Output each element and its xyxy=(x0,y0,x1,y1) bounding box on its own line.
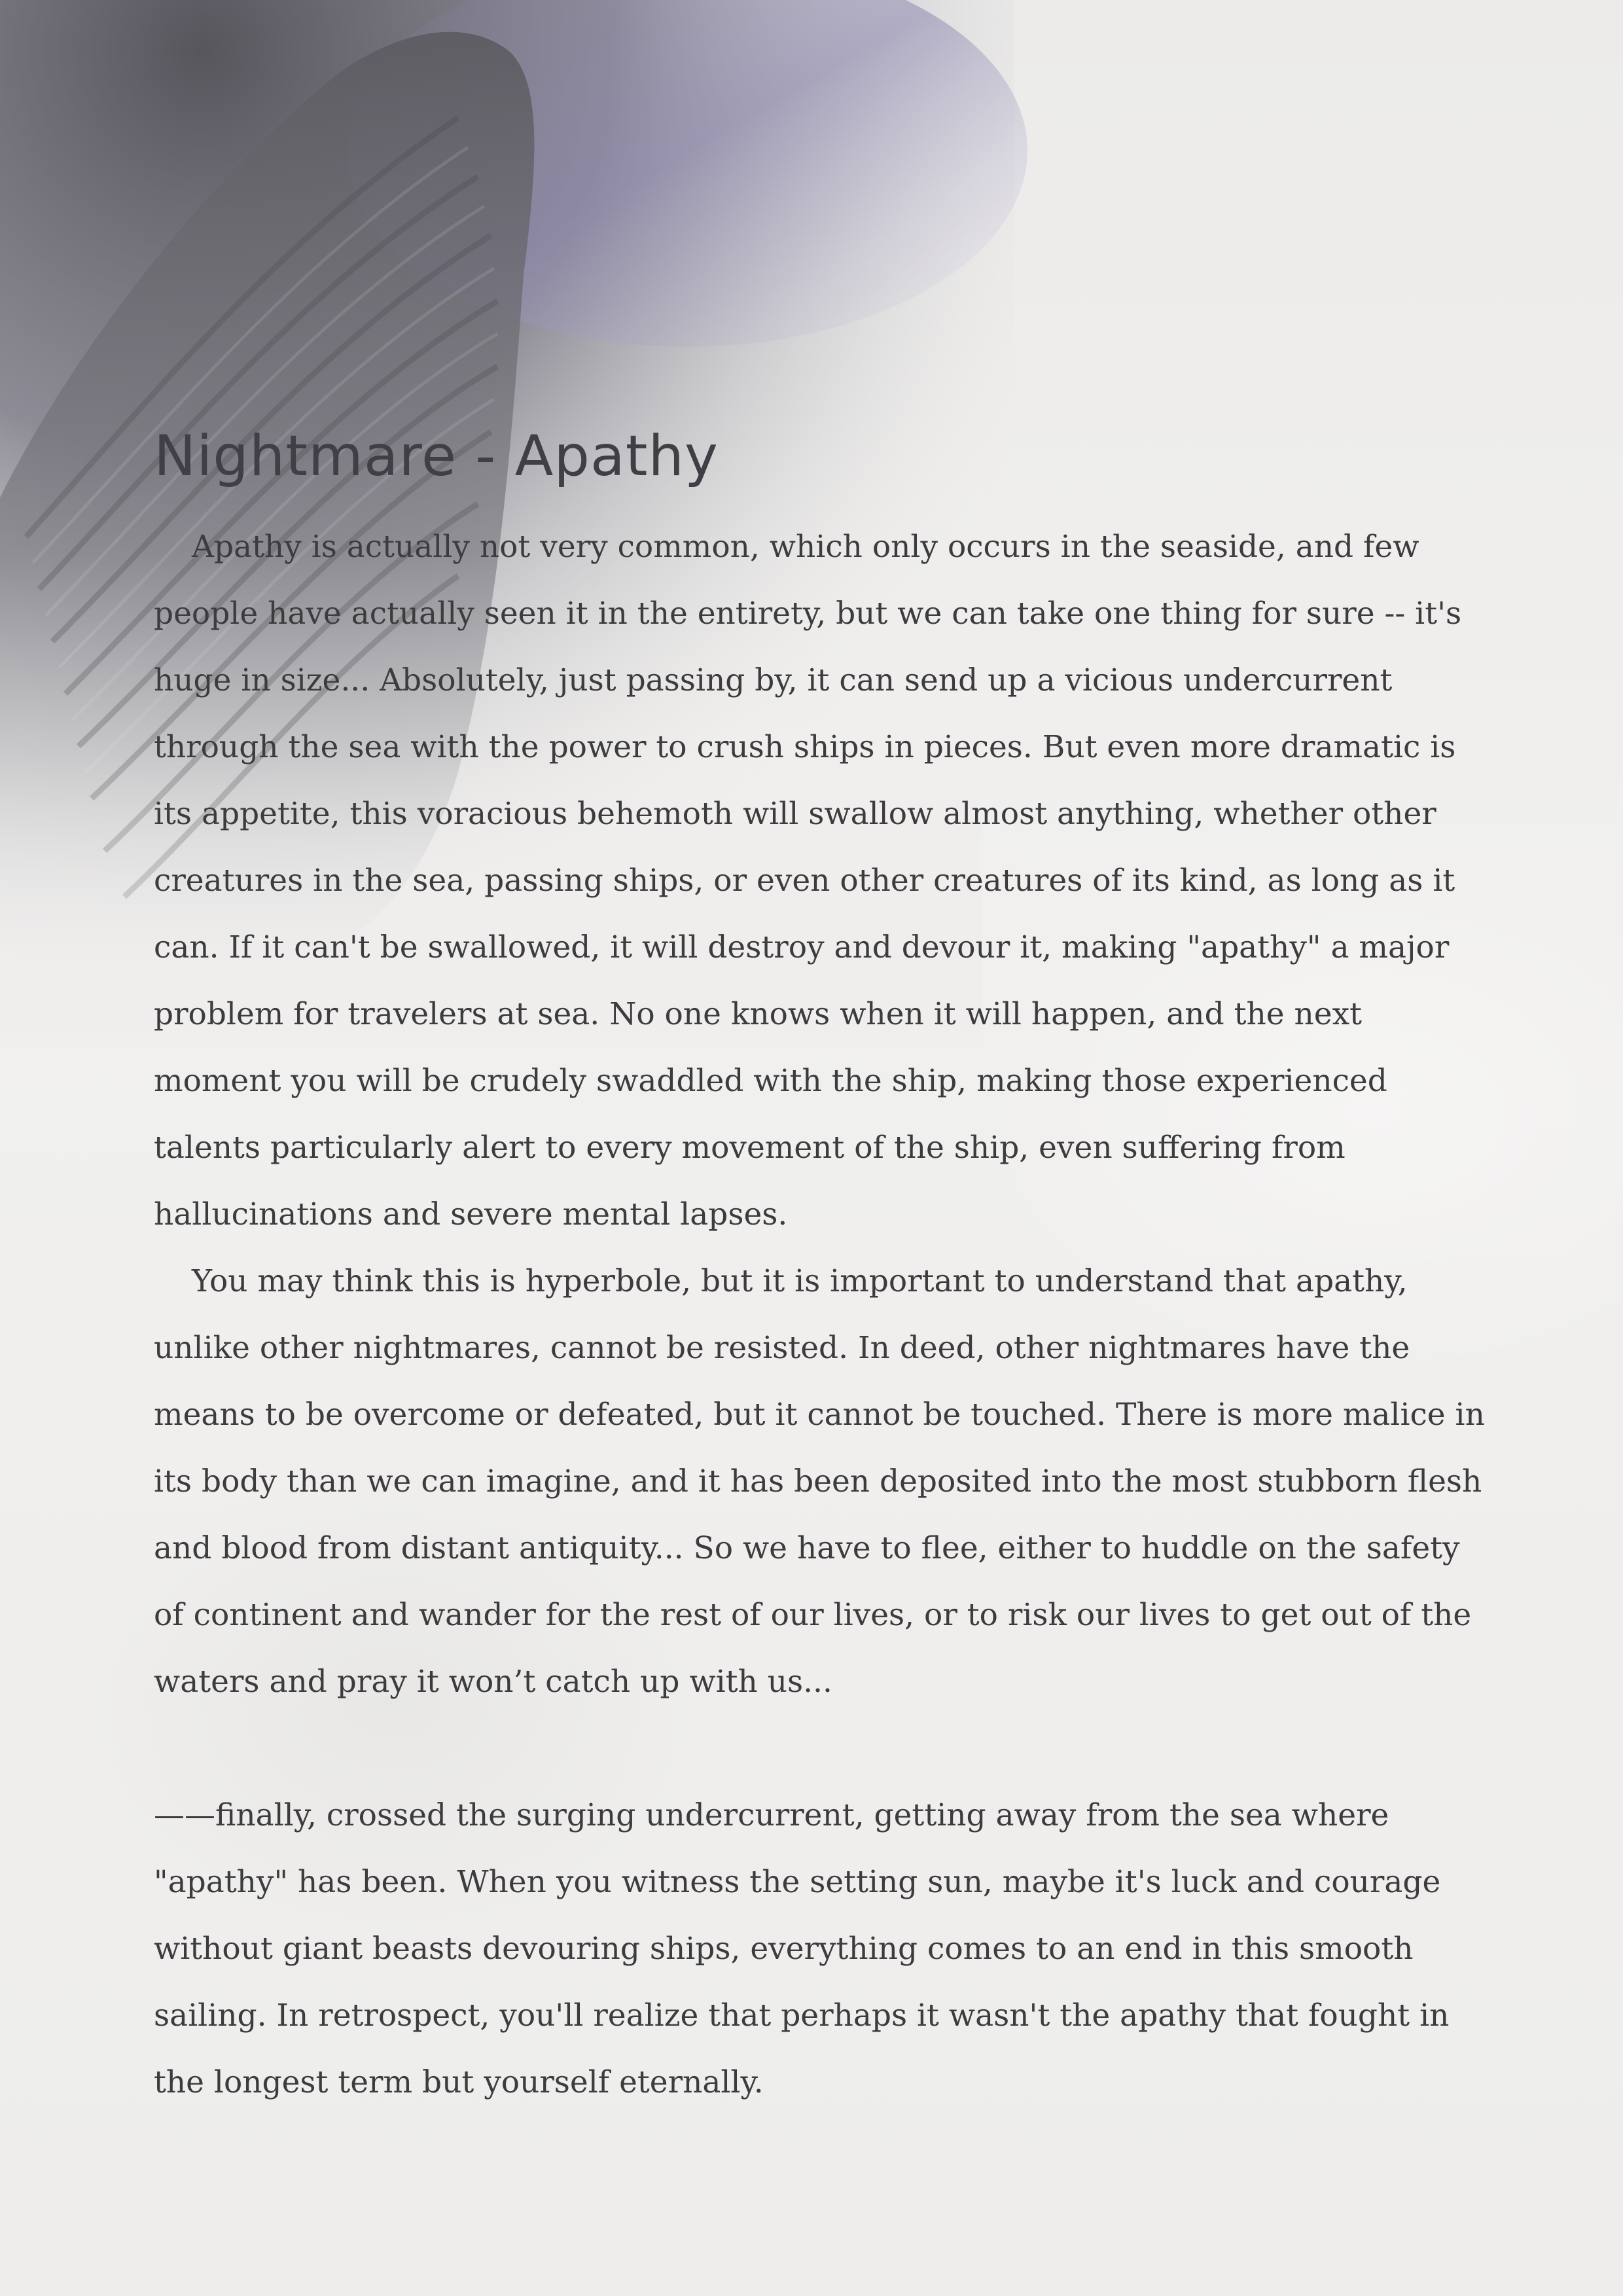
paragraph-intro: Apathy is actually not very common, which only occurs in the seaside, and few people have actually seen it in the entirety, but we can take one thing for sure -- it's huge in size... Absolutely, just passing by, it can send up a vicious undercurrent through the sea with the power to crush ships in pieces. But even more dramatic is its appetite, this voracious behemoth will swallow almost anything, whether other creatures in the sea, passing ships, or even other creatures of its kind, as long as it can. If it can't be swallowed, it will destroy and devour it, making "apathy" a major problem for travelers at sea. No one knows when it will happen, and the next moment you will be crudely swaddled with the ship, making those experienced talents particularly alert to every movement of the ship, even suffering from hallucinations and severe mental lapses. xyxy=(154,528,1462,1232)
paragraph-resistance: You may think this is hyperbole, but it is important to understand that apathy, unlike other nightmares, cannot be resisted. In deed, other nightmares have the means to be overcome or defeated, but it cannot be touched. There is more malice in its body than we can imagine, and it has been deposited into the most stubborn flesh and blood from distant antiquity... So we have to flee, either to huddle on the safety of continent and wander for the rest of our lives, or to risk our lives to get out of the waters and pray it won’t catch up with us... xyxy=(154,1263,1485,1700)
paragraph-epilogue: ——finally, crossed the surging undercurrent, getting away from the sea where "apathy" has been. When you witness the setting sun, maybe it's luck and courage without giant beasts devouring ships, everything comes to an end in this smooth sailing. In retrospect, you'll realize that perhaps it wasn't the apathy that fought in the longest term but yourself eternally. xyxy=(154,1797,1450,2100)
page-title: Nightmare - Apathy xyxy=(154,423,719,489)
document-body xyxy=(154,425,1489,2116)
